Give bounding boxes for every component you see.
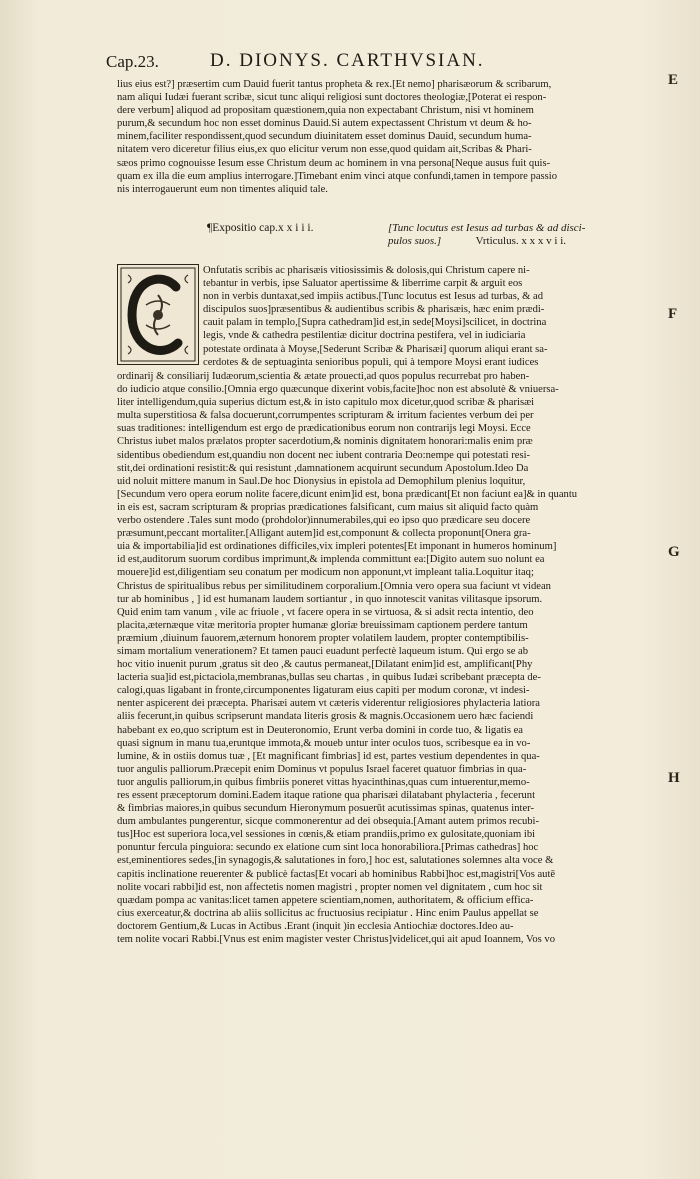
text-line: nolite vocari rabbi]id est, non affectetis nomen magistri , propter nomen vel dignitatem , cum hoc sit — [117, 881, 543, 893]
chapter-number: Cap.23. — [106, 52, 159, 71]
text-line: nitatem vero diceretur filius eius,ex quo elicitur verum non esse,quod quidam ait,Scribas & Phari- — [117, 144, 532, 156]
text-line: dum ambulantes pungerentur, sicque commonerentur ad dei obsequia.[Amant autem primos recubi- — [117, 816, 540, 828]
ornament-initial-icon — [118, 265, 198, 364]
text-line: doctorem Gentium,& Lucas in Actibus .Erant (inquit )in ecclesia Antiochiæ doctores.Ideo au- — [117, 920, 514, 932]
text-line: habebant ex eo,quo scriptum est in Deuteronomio, Erunt verba domini in corde tuo, & ligatis ea — [117, 724, 523, 736]
intro-paragraph — [117, 78, 589, 196]
text-line: quædam pompa ac vanitas:licet tamen appetere scientiam,nomen, authoritatem, & officium effica- — [117, 894, 534, 906]
text-line: cius exerceatur,& doctrina ab aliis sollicitus ac fructuosius recipiatur . Hinc enim Paulus appellat se — [117, 907, 539, 919]
text-line: Quid enim tam vanum , vile ac friuole , vt facere opera in se virtuosa, & si adsit recta intentio, deo — [117, 606, 534, 618]
text-line: Christus iubet malos prælatos propter sacerdotium,& nominis dignitatem honorari:malis enim præ — [117, 436, 533, 448]
text-line: cauit palam in templo,[Supra cathedram]id est,in sede[Moysi]scilicet, in doctrina — [203, 317, 547, 329]
text-line: placita,æternæque vitæ meritoria propter humanæ gloriæ breuissimam captionem perdere tantum — [117, 619, 528, 631]
exposition-note — [388, 222, 588, 248]
margin-letter-h: H — [668, 770, 680, 786]
text-line: sidentibus obediendum est,quandiu non docent nec iubent contraria Deo:nempe qui potestati resi- — [117, 449, 531, 461]
text-line: sæos primo cognouisse Iesum esse Christum deum ac hominem in vna persona[Neque ausus fuit quis- — [117, 157, 551, 169]
text-line: & fimbrias maiores,in quibus secundum Hieronymum posuerūt acutissimas spinas, quatenus inter- — [117, 803, 534, 815]
text-line: res essent præceptorum domini.Eadem itaque ratione qua pharisæi dilatabant phylacteria , fecerunt — [117, 790, 536, 801]
text-line: dere verbum] aliquod ad propositam quæstionem,quia non expectabant Christum, nisi vt hominem — [117, 105, 534, 117]
text-line: tem nolite vocari Rabbi.[Vnus est enim magister vester Christus]videlicet,qui ait apud Ioannem, Vos vo — [117, 934, 555, 946]
text-line: cerdotes & de septuaginta senioribus populi, qui à tempore Moysi erant iudices — [203, 356, 539, 368]
text-line: non in verbis duntaxat,sed impiis actibus.[Tunc locutus est Iesus ad turbas, & ad — [203, 291, 544, 303]
text-line: tebantur in verbis, ipse Saluator apertissime & liberrime carpit & arguit eos — [203, 278, 523, 290]
margin-letter-g: G — [668, 544, 680, 560]
text-line: [Secundum vero opera eorum nolite facere,dicunt enim]id est, bona prædicant[Et non faciunt ea]& in quantu — [117, 488, 578, 500]
text-line: hoc vitio inuenit purum ,gratus sit deo ,& cautus permaneat,[Dilatant enim]id est, amplificant[Phy — [117, 659, 533, 671]
text-line: purum,& secundum hoc non esset dominus Dauid.Si autem expectassent Christum vt deum & ho- — [117, 118, 532, 130]
text-line: tuor angulis palliorum.Præcepit enim Dominus vt populus Israel faceret quatuor fimbrias in qua- — [117, 763, 527, 775]
text-line: lacteria sua]id est,pictaciola,membranas,bullas seu chartas , in quibus Iudæi scribebant præcepta de- — [117, 672, 541, 684]
text-line: minem,faciliter respondissent,quod secundum diuinitatem esset dominus Dauid, secundum huma- — [117, 131, 532, 143]
text-line: ordinarij & consiliarij Iudæorum,scientia & ætate prouecti,ad quos populus recurrebat pro haben- — [117, 371, 530, 382]
drop-cap-paragraph — [203, 264, 589, 369]
text-line: lumine, & in ostiis domus tuæ , [Et magnificant fimbrias] id est, partes vestium dependentes in qua- — [117, 750, 540, 762]
text-line: liter intelligendum,quia superius dictum est,& in isto capitulo mox dicetur,quod scribæ & pharisæi — [117, 397, 535, 409]
exposition-note-line: pulos suos.] — [388, 235, 442, 247]
margin-letter-e: E — [668, 72, 679, 88]
text-line: nenter aspicerent dei præcepta. Pharisæi autem vt cæteris viderentur religiosiores phylacteria latiora — [117, 698, 541, 710]
text-line: suas traditiones: intelligendum est ergo de prædicationibus eorum non contrarijs legi Moysi. Ecce — [117, 423, 531, 435]
text-line: id est,auditorum suorum cordibus imprimunt,& implenda committunt ea:[Digito autem suo nolunt ea — [117, 554, 545, 566]
exposition-heading: ¶Expositio cap.x x i i i. — [207, 222, 314, 234]
text-line: simam mortalium venerationem? Et tamen pauci euadunt perfectè laqueum istum. Qui ergo se ab — [117, 645, 529, 657]
text-line: in eis est, sacram scripturam & proprias prædicationes falsificant, cum maius sit aliquid facto quàm — [117, 501, 539, 513]
text-line: nam aliqui Iudæi fuerant scribæ, sicut tunc aliqui religiosi sunt doctores theologiæ,[Poterat ei respon- — [117, 92, 547, 104]
text-line: potestate ordinata à Moyse,[Sederunt Scribæ & Pharisæi] quorum aliqui erant sa- — [203, 343, 548, 355]
text-line: aliis fecerunt,in quibus scripserunt mandata literis grosis & magnis.Occasionem uero hæc faciendi — [117, 711, 534, 723]
text-line: do iudicio atque consilio.[Omnia ergo quæcunque dixerint vobis,facite]hoc non est absolutè & vniuersa- — [117, 384, 559, 396]
text-line: tuor angulis palliorum,in quibus fimbriis poneret vittas hyacinthinas,quas cum intuerentur,memo- — [117, 776, 530, 788]
decorated-initial-c — [117, 264, 199, 365]
main-paragraph — [117, 370, 589, 946]
exposition-note-row — [388, 235, 566, 248]
running-title: D. DIONYS. CARTHVSIAN. — [210, 50, 485, 71]
text-line: quasi signum in manu tua,eruntque immota,& moueb untur inter oculos tuos, scribesque ea in vo- — [117, 737, 531, 749]
text-line: est,eminentiores sedes,[in synagogis,& salutationes in foro,] hoc est, salutationes solemnes alta voce & — [117, 855, 554, 867]
text-line: præsumunt,peccant mortaliter.[Alligant autem]id est,componunt & collecta proponunt[Onera gra- — [117, 528, 531, 540]
text-line: tur ab hominibus , ] id est humanam laudem sortiantur , in quo innotescit vanitas vilitasque ipsorum. — [117, 593, 543, 605]
text-line: calogi,quas ligabant in fronte,circumponentes ligaturam eius capiti per modum coronæ, vt indesi- — [117, 685, 530, 697]
text-line: discipulos suos]præsentibus & audientibus scribis & pharisæis, hæc enim prædi- — [203, 304, 545, 316]
margin-letter-f: F — [668, 306, 678, 322]
text-line: ponuntur fercula pinguiora: secundo ex elatione cum sint loca honorabiliora.[Primas cathedras] hoc — [117, 842, 539, 854]
text-line: quam ex illa die eum amplius interrogare.]Timebant enim vinci atque confundi,tamen in tempore passio — [117, 170, 558, 182]
text-line: Christus de spiritualibus rebus per similitudinem corporalium.[Omnia vero opera sua faciunt vt videan — [117, 580, 551, 592]
text-line: uia & importabilia]id est ordinationes difficiles,vix impleri potentes[Et imponant in humeros hominum] — [117, 541, 557, 553]
text-line: tus]Hoc est superiora loca,vel sessiones in cœnis,& etiam prandiis,primo ex gulositate,quoniam ibi — [117, 829, 536, 841]
page-header — [106, 50, 586, 74]
text-line: nis interrogauerunt eum non timentes aliquid tale. — [117, 183, 328, 195]
text-line: multa superstitiosa & falsa docuerunt,corrumpentes scripturam & irritum facientes verbum dei per — [117, 410, 534, 422]
text-line: Onfutatis scribis ac pharisæis vitiosissimis & dolosis,qui Christum capere ni- — [203, 265, 530, 276]
versicle-label: Vrticulus. x x x v i i. — [475, 235, 566, 247]
text-line: verbo ostendere .Tales sunt modo (prohdolor)innumerabiles,qui eo ipso quo prædicare seu docere — [117, 515, 531, 527]
text-line: capitis inclinatione reuerenter & publicè factas[Et vocari ab hominibus Rabbi]hoc est,magistri[Vos autē — [117, 868, 556, 880]
text-line: præmium ,diuinum fauorem,æternum honorem propter volatilem laudem, propter contemptibilis- — [117, 632, 529, 644]
text-line: mouere]id est,diligentiam seu conatum per modicum non apponunt,vt impleant talia.Loquitur itaq; — [117, 567, 534, 579]
exposition-note-line: [Tunc locutus est Iesus ad turbas & ad disci- — [388, 222, 586, 234]
text-line: lius eius est?] præsertim cum Dauid fuerit tantus propheta & rex.[Et nemo] pharisæorum & scribarum, — [117, 79, 552, 90]
text-line: uid noluit mittere manum in Saul.De hoc Dionysius in epistola ad Demophilum plenius loquitur, — [117, 475, 526, 487]
text-line: stit,dei ordinationi resistit:& qui resistunt ,damnationem acquirunt secundum Apostolum.Ideo Da — [117, 462, 529, 474]
text-line: legis, vnde & cathedra pestilentiæ dicitur doctrina pestifera, vel in iudiciaria — [203, 330, 526, 342]
